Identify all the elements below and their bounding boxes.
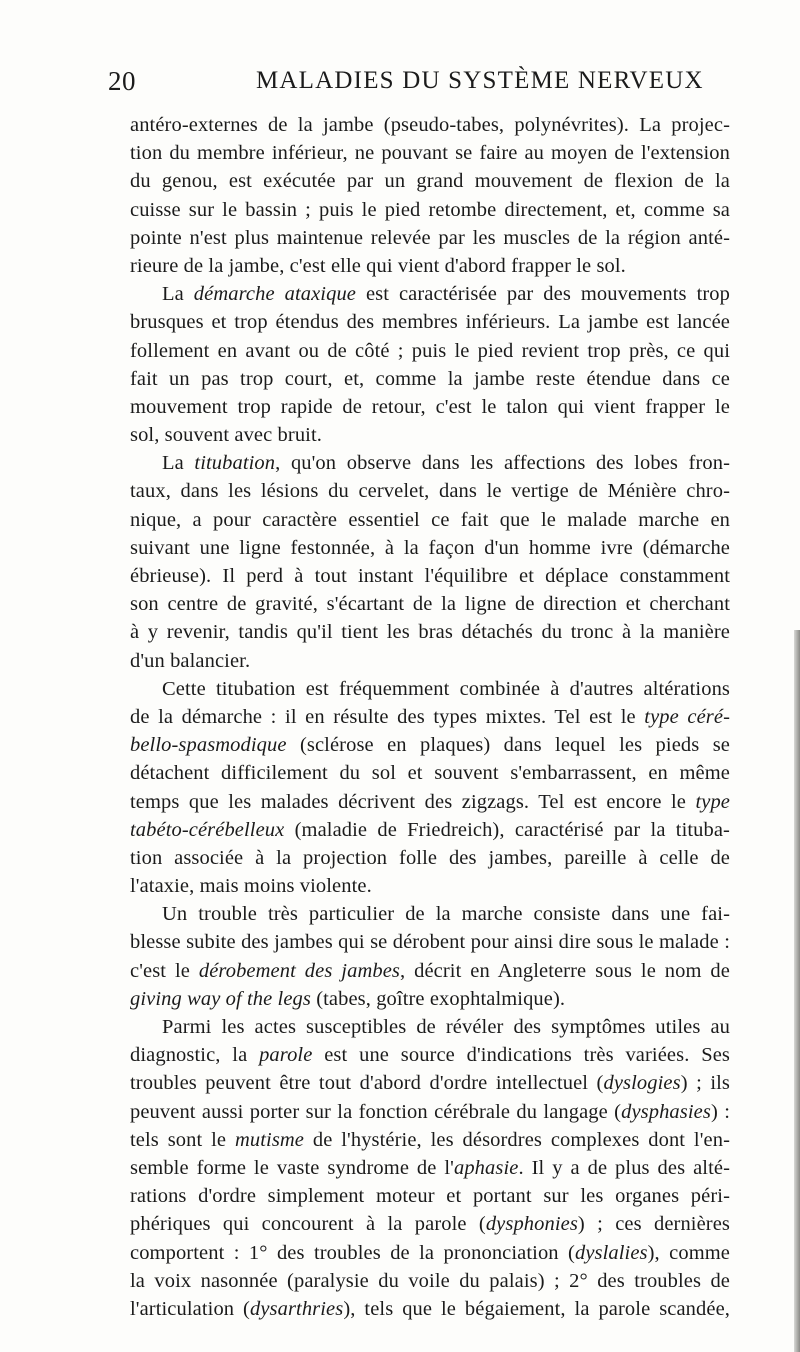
text-line [130,1098,730,1126]
text-line [130,1154,730,1182]
text-segment: ) : [710,1100,730,1123]
text-line [130,562,730,590]
text-segment: fait un pas trop court, et, comme la jambe reste étendue dans ce [130,367,730,390]
text-segment: mouvement trop rapide de retour, c'est le talon qui vient frapper le [130,395,730,418]
running-title: MALADIES DU SYSTÈME NERVEUX [256,67,704,94]
text-segment: ), comme [647,1241,730,1264]
text-segment: détachent difficilement du sol et souvent s'embarrassent, en même [130,762,730,785]
text-segment: phériques qui concourent à la parole ( [130,1213,486,1236]
text-segment: brusques et trop étendus des membres inférieurs. La jambe est lancée [130,311,730,334]
page-edge-shadow [794,630,800,1352]
text-line [130,365,730,393]
text-line [130,196,730,224]
text-segment: , qu'on observe dans les affections des lobes fron- [275,452,731,475]
text-segment: taux, dans les lésions du cervelet, dans le vertige de Ménière chro- [130,480,730,503]
text-segment: (maladie de Friedreich), caractérisé par la tituba- [284,818,730,841]
text-segment: du genou, est exécutée par un grand mouvement de flexion de la [130,170,730,193]
text-segment: Cette titubation est fréquemment combinée à d'autres altérations [162,677,730,700]
italic-term: tabéto-cérébelleux [130,818,285,841]
text-line [130,1041,730,1069]
text-line [130,731,730,759]
text-line [130,280,730,308]
text-segment: à y revenir, tandis qu'il tient les bras détachés du tronc à la manière [130,621,730,644]
text-segment: Parmi les actes susceptibles de révéler des symptômes utiles au [162,1016,730,1038]
text-segment: blesse subite des jambes qui se dérobent pour ainsi dire sous le malade : [130,931,730,954]
text-line [130,900,730,928]
text-line [130,477,730,505]
text-line [130,1267,730,1295]
text-segment: sol, souvent avec bruit. [130,424,322,447]
text-line [130,788,730,816]
text-segment: comportent : 1° des troubles de la prononciation ( [130,1241,575,1264]
text-segment: (tabes, goître exophtalmique). [310,987,566,1010]
text-line [130,759,730,787]
italic-term: bello-spasmodique [130,734,287,757]
page-number: 20 [108,66,136,96]
text-segment: ébrieuse). Il perd à tout instant l'équilibre et déplace constamment [130,565,730,587]
text-segment: de la démarche : il en résulte des types mixtes. Tel est le [130,705,645,728]
text-line [130,337,730,365]
text-line [130,816,730,844]
text-segment: d'un balancier. [130,649,251,672]
text-segment: est une source d'indications très variées. Ses [312,1044,730,1067]
italic-term: mutisme [234,1128,305,1151]
text-line [130,618,730,646]
italic-term: aphasie [453,1156,519,1179]
text-segment: . Il y a de plus des alté- [518,1156,730,1179]
italic-term: dyslalies [574,1241,648,1264]
text-segment: Un trouble très particulier de la marche consiste dans une fai- [162,903,730,926]
text-line [130,224,730,252]
text-segment: tels sont le [130,1128,235,1151]
text-line [130,1126,730,1154]
text-line [130,957,730,985]
text-segment: est caractérisée par des mouvements trop [356,283,731,306]
text-line [130,167,730,195]
text-segment: troubles peuvent être tout d'abord d'ordre intellectuel ( [130,1072,604,1095]
text-line [130,252,730,280]
text-line [130,1210,730,1238]
text-line [130,928,730,956]
text-segment: rations d'ordre simplement moteur et portant sur les organes péri- [130,1185,730,1208]
text-line [130,139,730,167]
page-header [108,66,708,106]
text-line [130,872,730,900]
text-segment: La [162,283,194,306]
text-line [130,1182,730,1210]
italic-term: titubation [194,452,276,475]
italic-term: dysarthries [249,1297,344,1320]
text-segment: l'articulation ( [130,1297,250,1320]
text-segment: antéro-externes de la jambe (pseudo-tabes, polynévrites). La projec- [130,114,730,136]
text-segment: cuisse sur le bassin ; puis le pied retombe directement, et, comme sa [130,198,730,221]
italic-term: dérobement des jambes [198,959,400,982]
text-line [130,1069,730,1097]
text-line [130,675,730,703]
text-segment: pointe n'est plus maintenue relevée par les muscles de la région anté- [130,226,730,249]
text-segment: ) ; ils [680,1072,730,1095]
italic-term: démarche ataxique [193,283,356,306]
text-segment: rieure de la jambe, c'est elle qui vient d'abord frapper le sol. [130,254,626,277]
body-text [130,111,730,1323]
text-segment: tion associée à la projection folle des jambes, pareille à celle de [130,846,730,869]
text-segment: tion du membre inférieur, ne pouvant se faire au moyen de l'extension [130,142,730,165]
italic-term: giving way of the legs [130,987,311,1010]
text-segment: suivant une ligne festonnée, à la façon d'un homme ivre (démarche [130,536,730,559]
text-line [130,308,730,336]
text-line [130,393,730,421]
text-segment: nique, a pour caractère essentiel ce fait que le malade marche en [130,508,730,531]
text-segment: (sclérose en plaques) dans lequel les pieds se [286,734,730,757]
text-segment: temps que les malades décrivent des zigzags. Tel est encore le [130,790,696,813]
text-line [130,421,730,449]
text-segment: semble forme le vaste syndrome de l' [130,1156,454,1179]
text-segment: diagnostic, la [130,1044,260,1067]
text-segment: , décrit en Angleterre sous le nom de [399,959,730,982]
text-line [130,590,730,618]
italic-term: type [695,790,730,813]
text-segment: de l'hystérie, les désordres complexes dont l'en- [304,1128,730,1151]
text-segment: son centre de gravité, s'écartant de la ligne de direction et cherchant [130,593,730,616]
italic-term: parole [259,1044,313,1067]
text-line [130,449,730,477]
text-segment: peuvent aussi porter sur la fonction cérébrale du langage ( [130,1100,622,1123]
text-line [130,985,730,1013]
text-segment: ) ; ces dernières [577,1213,730,1236]
text-line [130,647,730,675]
text-line [130,506,730,534]
italic-term: dyslogies [603,1072,681,1095]
text-segment: c'est le [130,959,199,982]
text-segment: l'ataxie, mais moins violente. [130,875,372,898]
text-line [130,111,730,139]
text-line [130,534,730,562]
italic-term: type céré- [644,705,730,728]
text-segment: follement en avant ou de côté ; puis le pied revient trop près, ce qui [130,339,730,362]
text-line [130,703,730,731]
italic-term: dysphonies [485,1213,578,1236]
text-line [130,1295,730,1323]
italic-term: dysphasies [621,1100,711,1123]
text-segment: la voix nasonnée (paralysie du voile du palais) ; 2° des troubles de [130,1269,730,1292]
text-segment: ), tels que le bégaiement, la parole scandée, [343,1297,730,1320]
text-line [130,1239,730,1267]
text-line [130,844,730,872]
text-line [130,1013,730,1041]
text-segment: La [162,452,195,475]
